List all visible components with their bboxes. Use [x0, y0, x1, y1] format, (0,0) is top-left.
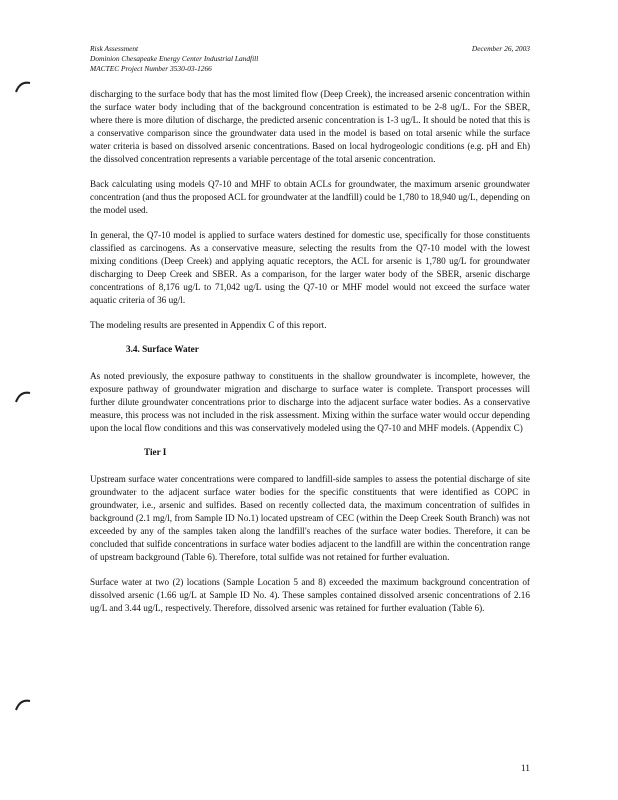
page-number: 11	[520, 764, 530, 774]
header-date: December 26, 2003	[471, 44, 530, 53]
paragraph-exposure-pathway: As noted previously, the exposure pathway to constituents in the shallow groundwater is incomplete, however, the exposure pathway of groundwater migration and discharge to surface water is complete. Transport processes will further dilute groundwater concentrations prior to discharge into the adjacent surface water bodies. As a conservative measure, this process was not included in the risk assessment. Mixing within the surface water would occur depending upon the local flow conditions and this was conservatively modeled using the Q7-10 and MHF models. (Appendix C)	[90, 371, 530, 433]
paragraph-arsenic-concentration: discharging to the surface body that has the most limited flow (Deep Creek), the increased arsenic concentration within the surface water body including that of the background concentration is estimated to be 2-8 ug/L. For the SBER, where there is more dilution of discharge, the predicted arsenic concentration is 1-3 ug/L. It should be noted that this is a conservative comparison since the groundwater data used in the model is based on total arsenic while the surface water criteria is based on dissolved arsenic concentrations. Based on local hydrogeologic conditions (e.g. pH and Eh) the dissolved concentration represents a variable percentage of the total arsenic concentration.	[90, 89, 530, 164]
header-report-type: Risk Assessment	[90, 44, 139, 53]
subheading-tier-1: Tier I	[144, 447, 167, 457]
document-header	[90, 44, 258, 74]
section-heading-surface-water: 3.4. Surface Water	[126, 344, 199, 354]
header-project-number: MACTEC Project Number 3530-03-1266	[90, 64, 212, 73]
paragraph-upstream-comparison: Upstream surface water concentrations were compared to landfill-side samples to assess the potential discharge of site groundwater to the adjacent surface water bodies for the specific constituents that were identified as COPC in groundwater, i.e., arsenic and sulfides. Based on recently collected data, the maximum concentration of sulfides in background (2.1 mg/l, from Sample ID No.1) located upstream of CEC (within the Deep Creek South Branch) was not exceeded by any of the samples taken along the landfill's reaches of the surface water bodies. Therefore, it can be concluded that sulfide concentrations in surface water bodies adjacent to the landfill are within the concentration range of upstream background (Table 6). Therefore, total sulfide was not retained for further evaluation.	[90, 474, 530, 562]
punch-hole-mark	[14, 78, 32, 96]
punch-hole-mark	[14, 388, 32, 406]
punch-hole-mark	[14, 696, 32, 714]
paragraph-dissolved-arsenic: Surface water at two (2) locations (Sample Location 5 and 8) exceeded the maximum background concentration of dissolved arsenic (1.66 ug/L at Sample ID No. 4). These samples contained dissolved arsenic concentrations of 2.16 ug/L and 3.44 ug/L, respectively. Therefore, dissolved arsenic was retained for further evaluation (Table 6).	[90, 577, 530, 613]
document-body	[90, 88, 530, 627]
paragraph-q7-10-model: In general, the Q7-10 model is applied to surface waters destined for domestic use, specifically for those constituents classified as carcinogens. As a conservative measure, selecting the results from the Q7-10 model with the lowest mixing conditions (Deep Creek) and applying aquatic receptors, the ACL for arsenic is 1,780 ug/L for groundwater discharging to Deep Creek and SBER. As a comparison, for the larger water body of the SBER, arsenic discharge concentrations of 8,176 ug/L to 71,042 ug/L using the Q7-10 or MHF model would not exceed the surface water aquatic criteria of 36 ug/l.	[90, 230, 530, 305]
paragraph-modeling-results: The modeling results are presented in Appendix C of this report.	[90, 320, 327, 330]
header-site-name: Dominion Chesapeake Energy Center Industrial Landfill	[90, 54, 259, 63]
paragraph-back-calculation: Back calculating using models Q7-10 and MHF to obtain ACLs for groundwater, the maximum arsenic groundwater concentration (and thus the proposed ACL for groundwater at the landfill) could be 1,780 to 18,940 ug/L, depending on the model used.	[90, 179, 530, 215]
